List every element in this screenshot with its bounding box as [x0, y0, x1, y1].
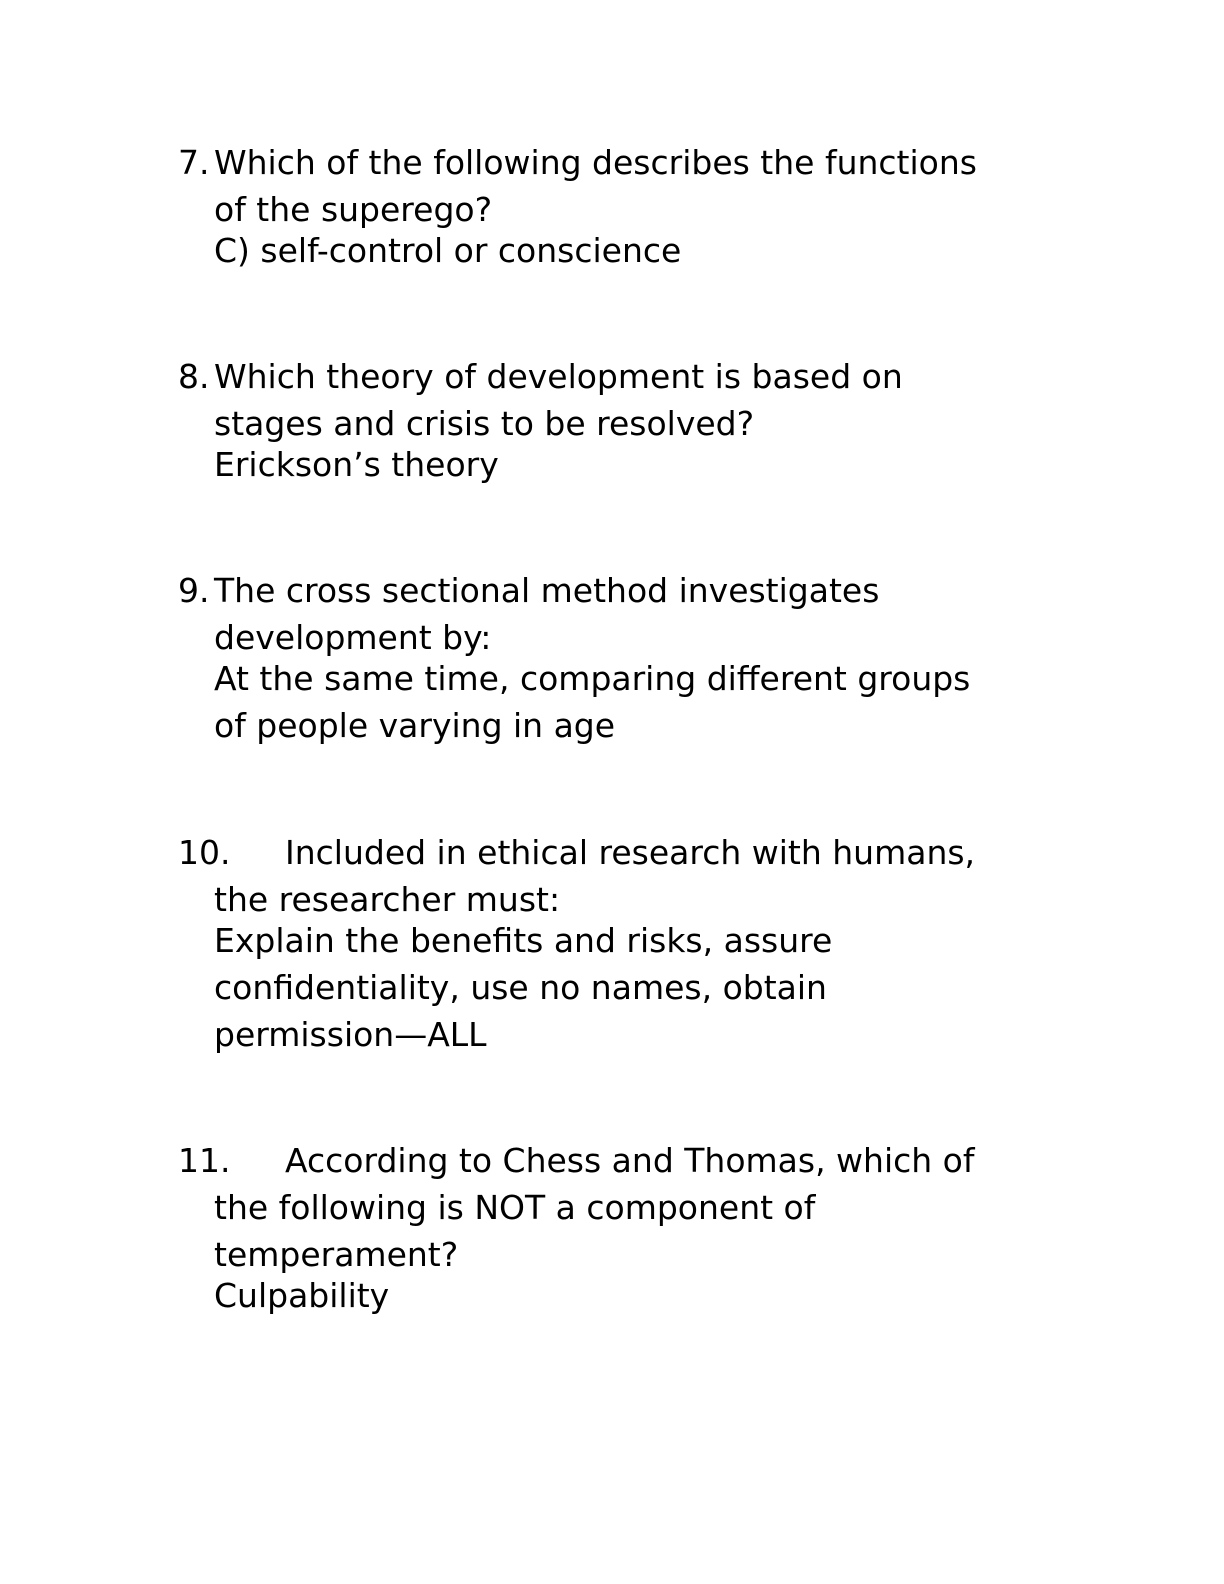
question-number: 8. — [178, 357, 210, 396]
question-text-line: development by: — [214, 618, 492, 657]
question-text-line: temperament? — [214, 1235, 459, 1274]
answer-text-line: permission—ALL — [214, 1015, 487, 1054]
answer — [178, 1272, 1058, 1319]
answer-text-line: Erickson’s theory — [214, 445, 499, 484]
question-text-line: of the superego? — [214, 190, 493, 229]
question-text-line: The cross sectional method investigates — [214, 571, 880, 610]
answer — [178, 441, 1058, 488]
question-number: 9. — [178, 571, 210, 610]
question-text-line: stages and crisis to be resolved? — [214, 404, 755, 443]
question-number: 11. — [178, 1141, 231, 1180]
question-10 — [178, 829, 1058, 1058]
answer-text-line: of people varying in age — [214, 706, 616, 745]
question-11 — [178, 1137, 1058, 1319]
question-text-line: the researcher must: — [214, 880, 561, 919]
question-number: 7. — [178, 143, 210, 182]
answer — [178, 227, 1058, 274]
question-9 — [178, 567, 1058, 749]
question-text-line: Which of the following describes the functions — [214, 143, 977, 182]
question-text-line: Included in ethical research with humans, — [285, 833, 976, 872]
answer-text-line: Culpability — [214, 1276, 390, 1315]
question-8 — [178, 353, 1058, 488]
answer-text-line: Explain the benefits and risks, assure — [214, 921, 833, 960]
question-text-line: Which theory of development is based on — [214, 357, 903, 396]
question-7 — [178, 139, 1058, 274]
answer — [178, 655, 1058, 749]
question-number: 10. — [178, 833, 231, 872]
answer-text-line: At the same time, comparing different groups — [214, 659, 971, 698]
answer — [178, 917, 1058, 1058]
question-text-line: According to Chess and Thomas, which of — [285, 1141, 975, 1180]
answer-text-line: confidentiality, use no names, obtain — [214, 968, 827, 1007]
question-text-line: the following is NOT a component of — [214, 1188, 816, 1227]
answer-text-line: C) self-control or conscience — [214, 231, 682, 270]
